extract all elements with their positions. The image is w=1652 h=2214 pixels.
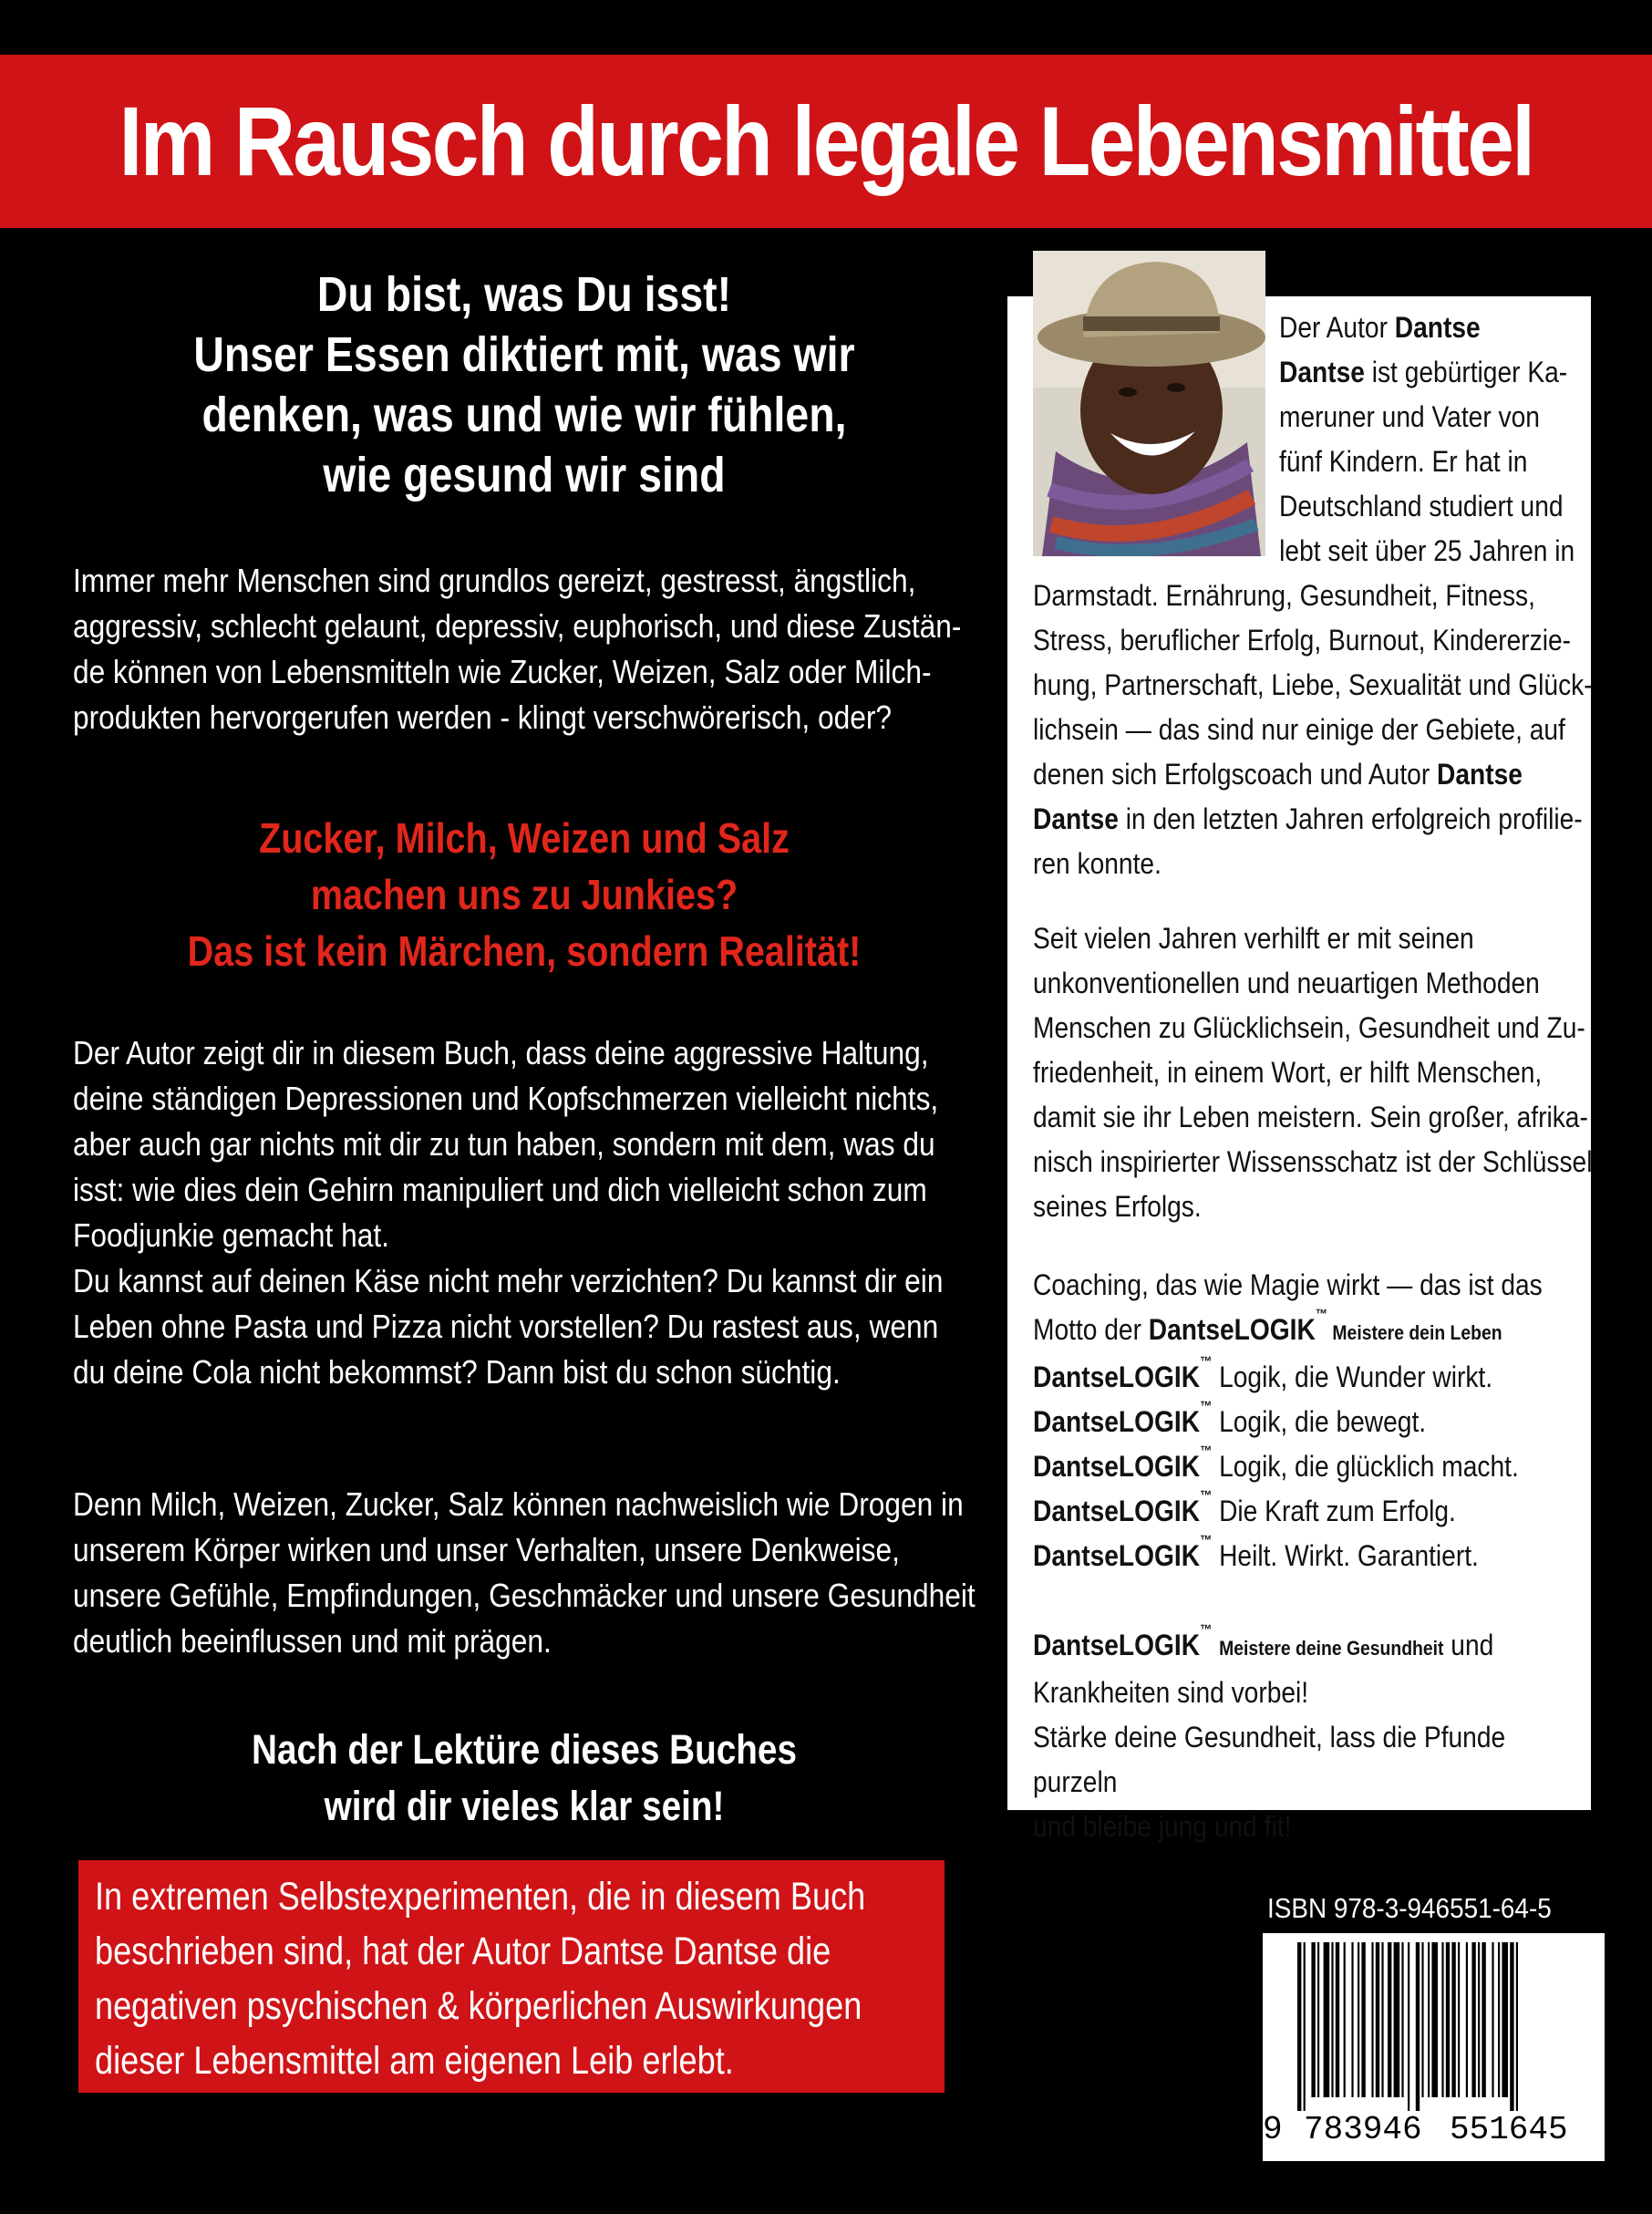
text-line: Deutschland studiert und	[1279, 490, 1564, 522]
text-line: fünf Kindern. Er hat in	[1279, 445, 1528, 478]
text-line: Stress, beruflicher Erfolg, Burnout, Kindererzie-	[1033, 624, 1572, 657]
text: ist gebürtiger Ka-	[1364, 356, 1568, 388]
closing-line: Nach der Lektüre dieses Buches	[252, 1726, 797, 1773]
text-line: Immer mehr Menschen sind grundlos gereizt, gestresst, ängstlich,	[73, 562, 916, 599]
slogan-line	[1033, 1489, 1595, 1534]
text-line: friedenheit, in einem Wort, er hilft Menschen,	[1033, 1056, 1543, 1089]
brand-name: DantseLOGIK	[1033, 1450, 1201, 1483]
isbn-label: ISBN 978-3-946551-64-5	[1267, 1892, 1552, 1924]
text-line: hung, Partnerschaft, Liebe, Sexualität und Glück-	[1033, 668, 1593, 701]
slogan: Logik, die bewegt.	[1219, 1405, 1427, 1438]
text-line: unkonventionellen und neuartigen Methoden	[1033, 967, 1540, 999]
text-line: Stärke deine Gesundheit, lass die Pfunde purzeln	[1033, 1721, 1506, 1798]
text-line: deutlich beeinflussen und mit prägen.	[73, 1622, 552, 1660]
text-line: negativen psychischen & körperlichen Auswirkungen	[95, 1984, 862, 2028]
barcode	[1263, 1933, 1605, 2161]
closing-line: wird dir vieles klar sein!	[324, 1783, 725, 1829]
author-name: Dantse	[1394, 311, 1481, 344]
slogan-line	[1033, 1444, 1595, 1489]
slogan-line	[1033, 1355, 1595, 1400]
experiment-text	[95, 1869, 914, 2088]
text-line: Leben ohne Pasta und Pizza nicht vorstellen? Du rastest aus, wenn	[73, 1308, 939, 1345]
red-headline	[73, 810, 976, 979]
coaching-slogans	[1033, 1263, 1595, 1578]
author-name: Dantse	[1033, 802, 1119, 835]
text-line: Denn Milch, Weizen, Zucker, Salz können nachweislich wie Drogen in	[73, 1485, 964, 1523]
main-headline	[73, 264, 976, 505]
trademark-symbol: ™	[1200, 1354, 1213, 1370]
health-paragraph	[1033, 1623, 1595, 1849]
brand-tagline: Meistere dein Leben	[1327, 1321, 1502, 1344]
trademark-symbol: ™	[1200, 1443, 1213, 1459]
barcode-digits-left: 783946	[1304, 2111, 1422, 2148]
brand-name: DantseLOGIK	[1033, 1360, 1201, 1393]
slogan: Logik, die Wunder wirkt.	[1219, 1360, 1493, 1393]
trademark-symbol: ™	[1200, 1399, 1213, 1414]
text-line: In extremen Selbstexperimenten, die in diesem Buch	[95, 1875, 866, 1919]
text-line: aber auch gar nichts mit dir zu tun haben, sondern mit dem, was du	[73, 1125, 935, 1163]
text: Der Autor	[1279, 311, 1395, 344]
text-line: und bleibe jung und fit!	[1033, 1810, 1292, 1843]
barcode-bars	[1279, 1942, 1589, 2111]
author-portrait-image	[1033, 251, 1265, 556]
slogan-line	[1033, 1534, 1595, 1578]
brand-name: DantseLOGIK	[1033, 1539, 1201, 1572]
text-line	[1279, 305, 1600, 350]
brand-name: DantseLOGIK	[1033, 1495, 1201, 1527]
brand-name: DantseLOGIK	[1033, 1405, 1201, 1438]
text-line: damit sie ihr Leben meistern. Sein großer, afrika-	[1033, 1101, 1588, 1133]
barcode-digits-right: 551645	[1450, 2111, 1568, 2148]
book-title: Im Rausch durch legale Lebensmittel	[119, 86, 1533, 196]
text-line: Coaching, das wie Magie wirkt — das ist das	[1033, 1268, 1543, 1301]
effects-paragraph	[73, 1482, 976, 1664]
red-headline-line: Das ist kein Märchen, sondern Realität!	[187, 927, 862, 975]
text-line: du deine Cola nicht bekommst? Dann bist du schon süchtig.	[73, 1353, 841, 1391]
text-line: meruner und Vater von	[1279, 400, 1540, 433]
text-line: Foodjunkie gemacht hat.	[73, 1216, 389, 1254]
text-line: lebt seit über 25 Jahren in	[1279, 534, 1575, 567]
author-method-paragraph	[1033, 916, 1595, 1229]
text: denen sich Erfolgscoach und Autor	[1033, 758, 1438, 791]
trademark-symbol: ™	[1315, 1307, 1328, 1322]
text-line: produkten hervorgerufen werden - klingt verschwörerisch, oder?	[73, 698, 893, 736]
text-line: beschrieben sind, hat der Autor Dantse Dantse die	[95, 1929, 831, 1973]
text-line: ren konnte.	[1033, 847, 1162, 880]
closing-statement	[73, 1722, 976, 1835]
author-photo	[1033, 251, 1265, 556]
brand-name: DantseLOGIK	[1148, 1313, 1316, 1346]
text-line	[1033, 1308, 1595, 1355]
red-headline-line: machen uns zu Junkies?	[310, 871, 738, 918]
text: und	[1443, 1629, 1494, 1661]
brand-name: DantseLOGIK	[1033, 1629, 1201, 1661]
text-line: Darmstadt. Ernährung, Gesundheit, Fitness,	[1033, 579, 1535, 612]
slogan: Die Kraft zum Erfolg.	[1219, 1495, 1456, 1527]
headline-line: wie gesund wir sind	[323, 448, 726, 502]
headline-line: denken, was und wie wir fühlen,	[201, 388, 847, 442]
text: Motto der	[1033, 1313, 1149, 1346]
text-line: aggressiv, schlecht gelaunt, depressiv, euphorisch, und diese Zustän-	[73, 607, 962, 645]
trademark-symbol: ™	[1200, 1488, 1213, 1504]
text-line: Du kannst auf deinen Käse nicht mehr verzichten? Du kannst dir ein	[73, 1262, 944, 1299]
red-headline-line: Zucker, Milch, Weizen und Salz	[259, 814, 790, 862]
text-line: seines Erfolgs.	[1033, 1190, 1202, 1223]
description-paragraph	[73, 1030, 976, 1395]
slogan-line	[1033, 1400, 1595, 1444]
experiment-box	[78, 1860, 945, 2093]
author-bio-main	[1033, 529, 1595, 886]
author-bio-intro	[1279, 305, 1600, 529]
text-line	[1033, 1623, 1595, 1671]
text-line: dieser Lebensmittel am eigenen Leib erlebt.	[95, 2039, 734, 2083]
text-line: Der Autor zeigt dir in diesem Buch, dass deine aggressive Haltung,	[73, 1034, 929, 1071]
slogan: Logik, die glücklich macht.	[1219, 1450, 1519, 1483]
headline-line: Du bist, was Du isst!	[316, 267, 732, 322]
text-line: unserem Körper wirken und unser Verhalten, unsere Denkweise,	[73, 1531, 900, 1568]
text-line: isst: wie dies dein Gehirn manipuliert und dich vielleicht schon zum	[73, 1171, 927, 1208]
trademark-symbol: ™	[1200, 1533, 1213, 1548]
text-line: unsere Gefühle, Empfindungen, Geschmäcker und unsere Gesundheit	[73, 1577, 976, 1614]
text-line	[1279, 350, 1600, 395]
title-banner	[0, 55, 1652, 228]
text-line: nisch inspirierter Wissensschatz ist der Schlüssel	[1033, 1145, 1593, 1178]
intro-paragraph	[73, 558, 976, 740]
text-line: Menschen zu Glücklichsein, Gesundheit und Zu-	[1033, 1011, 1585, 1044]
author-name: Dantse	[1437, 758, 1523, 791]
author-name: Dantse	[1279, 356, 1365, 388]
slogan: Heilt. Wirkt. Garantiert.	[1219, 1539, 1479, 1572]
barcode-digit-first: 9	[1263, 2111, 1283, 2148]
text-line: de können von Lebensmitteln wie Zucker, Weizen, Salz oder Milch-	[73, 653, 932, 690]
brand-tagline: Meistere deine Gesundheit	[1219, 1637, 1444, 1660]
text: in den letzten Jahren erfolgreich profilie-	[1118, 802, 1583, 835]
text-line: lichsein — das sind nur einige der Gebiete, auf	[1033, 713, 1565, 746]
text-line: Seit vielen Jahren verhilft er mit seinen	[1033, 922, 1474, 955]
text-line: deine ständigen Depressionen und Kopfschmerzen vielleicht nichts,	[73, 1080, 939, 1117]
text-line	[1033, 752, 1595, 797]
text-line: Krankheiten sind vorbei!	[1033, 1676, 1309, 1709]
text-line	[1033, 797, 1595, 842]
trademark-symbol: ™	[1200, 1622, 1213, 1638]
headline-line: Unser Essen diktiert mit, was wir	[193, 327, 855, 382]
